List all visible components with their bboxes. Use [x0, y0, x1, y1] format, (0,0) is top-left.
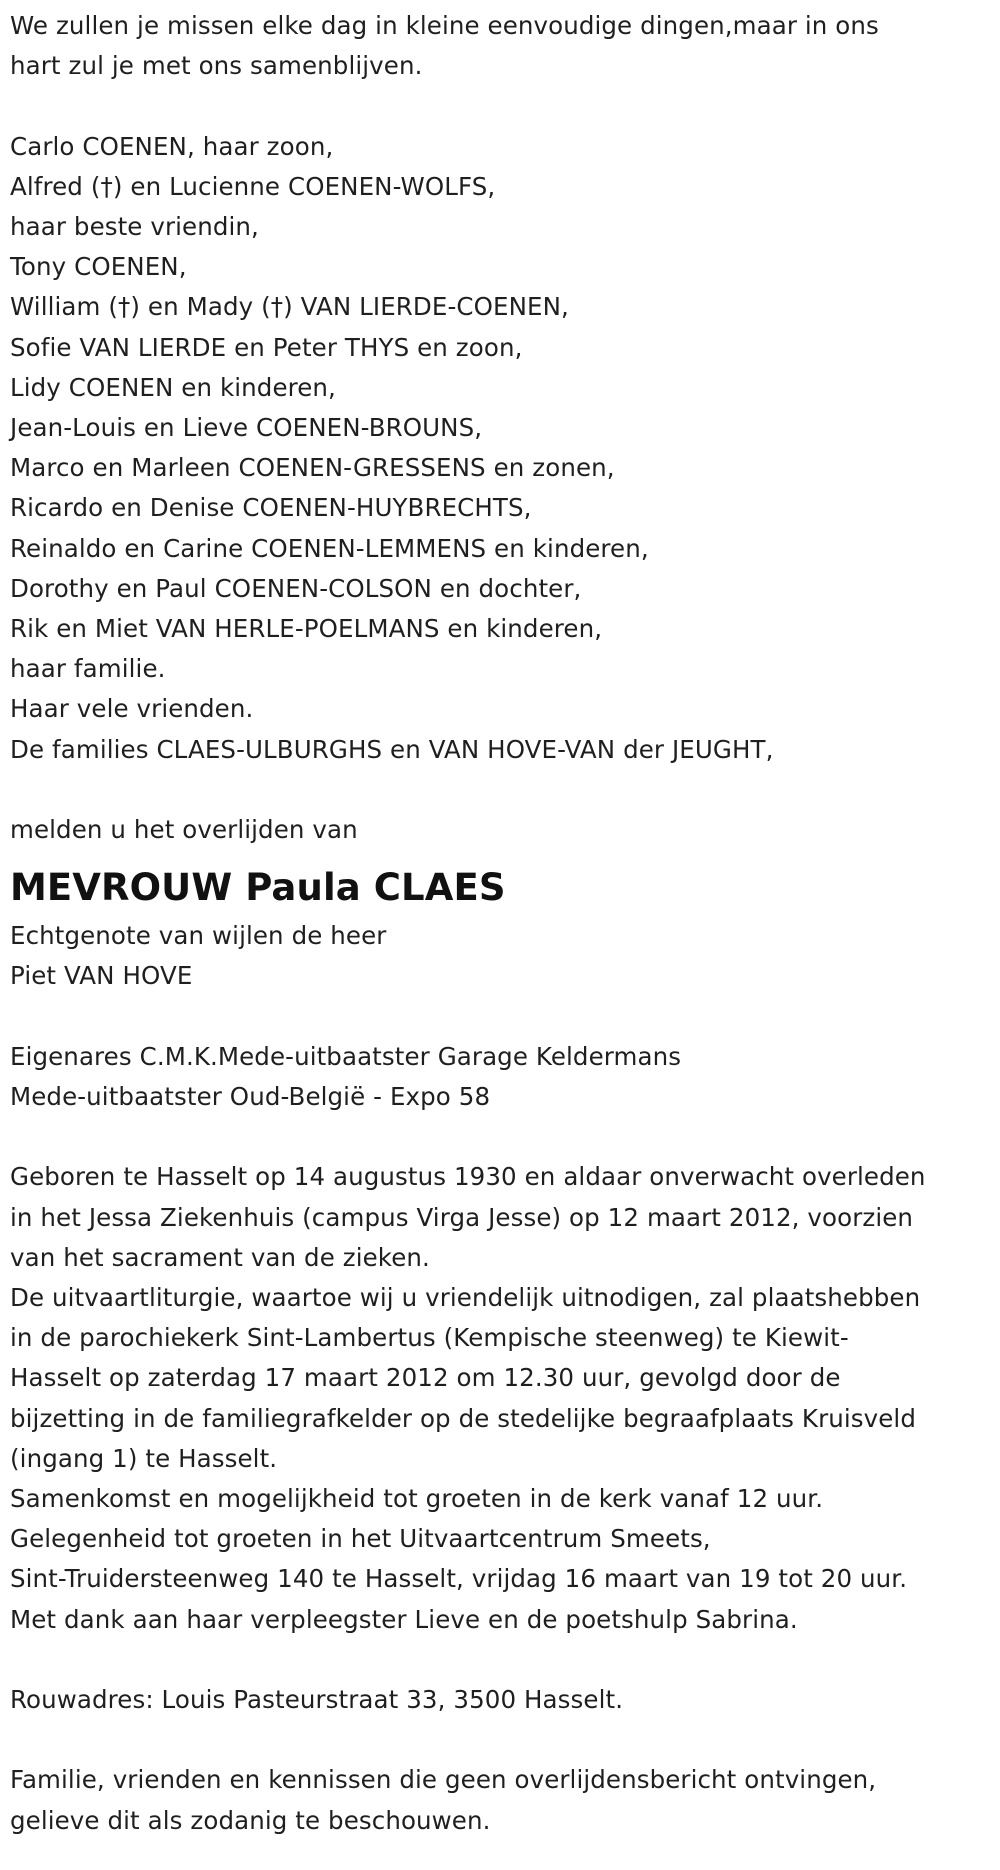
occupation-line: Mede-uitbaatster Oud-België - Expo 58: [10, 1082, 491, 1112]
intro-line: We zullen je missen elke dag in kleine eenvoudige dingen,maar in ons: [10, 11, 879, 40]
closing-line: gelieve dit als zodanig te beschouwen.: [10, 1805, 491, 1835]
spouse-info: [10, 916, 998, 996]
family-line: William (†) en Mady (†) VAN LIERDE-COENEN,: [10, 292, 569, 322]
family-line: Alfred (†) en Lucienne COENEN-WOLFS,: [10, 171, 496, 201]
details-line: (ingang 1) te Hasselt.: [10, 1443, 278, 1473]
funeral-details: [10, 1157, 998, 1639]
spouse-line: Piet VAN HOVE: [10, 961, 193, 991]
spouse-line: Echtgenote van wijlen de heer: [10, 921, 387, 951]
family-line: Jean-Louis en Lieve COENEN-BROUNS,: [10, 413, 483, 443]
family-line: Tony COENEN,: [10, 252, 187, 282]
spacer: [10, 997, 998, 1037]
family-line: Rik en Miet VAN HERLE-POELMANS en kinderen,: [10, 614, 603, 644]
spacer: [10, 1117, 998, 1157]
announcement-text: melden u het overlijden van: [10, 815, 358, 845]
deceased-name: MEVROUW Paula CLAES: [10, 866, 506, 910]
spacer: [10, 86, 998, 126]
details-line: in het Jessa Ziekenhuis (campus Virga Jesse) op 12 maart 2012, voorzien: [10, 1202, 914, 1232]
mourning-address: Rouwadres: Louis Pasteurstraat 33, 3500 Hasselt.: [10, 1685, 624, 1715]
family-line: Carlo COENEN, haar zoon,: [10, 131, 334, 161]
details-line: van het sacrament van de zieken.: [10, 1242, 430, 1272]
family-line: Haar vele vrienden.: [10, 694, 254, 724]
details-line: Gelegenheid tot groeten in het Uitvaartcentrum Smeets,: [10, 1524, 711, 1554]
intro-verse: [10, 6, 998, 86]
family-line: haar familie.: [10, 654, 166, 684]
spacer: [10, 1640, 998, 1680]
family-line: Lidy COENEN en kinderen,: [10, 372, 336, 402]
family-line: Marco en Marleen COENEN-GRESSENS en zonen,: [10, 453, 615, 483]
details-line: De uitvaartliturgie, waartoe wij u vriendelijk uitnodigen, zal plaatshebben: [10, 1283, 921, 1313]
intro-line: hart zul je met ons samenblijven.: [10, 51, 423, 81]
details-line: Hasselt op zaterdag 17 maart 2012 om 12.30 uur, gevolgd door de: [10, 1363, 841, 1393]
details-line: bijzetting in de familiegrafkelder op de stedelijke begraafplaats Kruisveld: [10, 1403, 916, 1433]
details-line: in de parochiekerk Sint-Lambertus (Kempische steenweg) te Kiewit-: [10, 1323, 849, 1353]
details-line: Met dank aan haar verpleegster Lieve en de poetshulp Sabrina.: [10, 1604, 798, 1634]
details-line: Sint-Truidersteenweg 140 te Hasselt, vrijdag 16 maart van 19 tot 20 uur.: [10, 1564, 908, 1594]
occupation-line: Eigenares C.M.K.Mede-uitbaatster Garage Keldermans: [10, 1041, 682, 1071]
family-list: [10, 127, 998, 770]
family-line: De families CLAES-ULBURGHS en VAN HOVE-VAN der JEUGHT,: [10, 734, 774, 764]
closing-line: Familie, vrienden en kennissen die geen overlijdensbericht ontvingen,: [10, 1765, 877, 1795]
family-line: Sofie VAN LIERDE en Peter THYS en zoon,: [10, 332, 523, 362]
occupation-info: [10, 1037, 998, 1117]
details-line: Samenkomst en mogelijkheid tot groeten in de kerk vanaf 12 uur.: [10, 1484, 824, 1514]
obituary-document: [10, 6, 998, 1841]
spacer: [10, 1720, 998, 1760]
spacer: [10, 770, 998, 810]
family-line: Dorothy en Paul COENEN-COLSON en dochter,: [10, 573, 582, 603]
family-line: Reinaldo en Carine COENEN-LEMMENS en kinderen,: [10, 533, 649, 563]
family-line: haar beste vriendin,: [10, 212, 259, 241]
details-line: Geboren te Hasselt op 14 augustus 1930 en aldaar onverwacht overleden: [10, 1162, 926, 1192]
closing-note: [10, 1760, 998, 1840]
family-line: Ricardo en Denise COENEN-HUYBRECHTS,: [10, 493, 532, 523]
